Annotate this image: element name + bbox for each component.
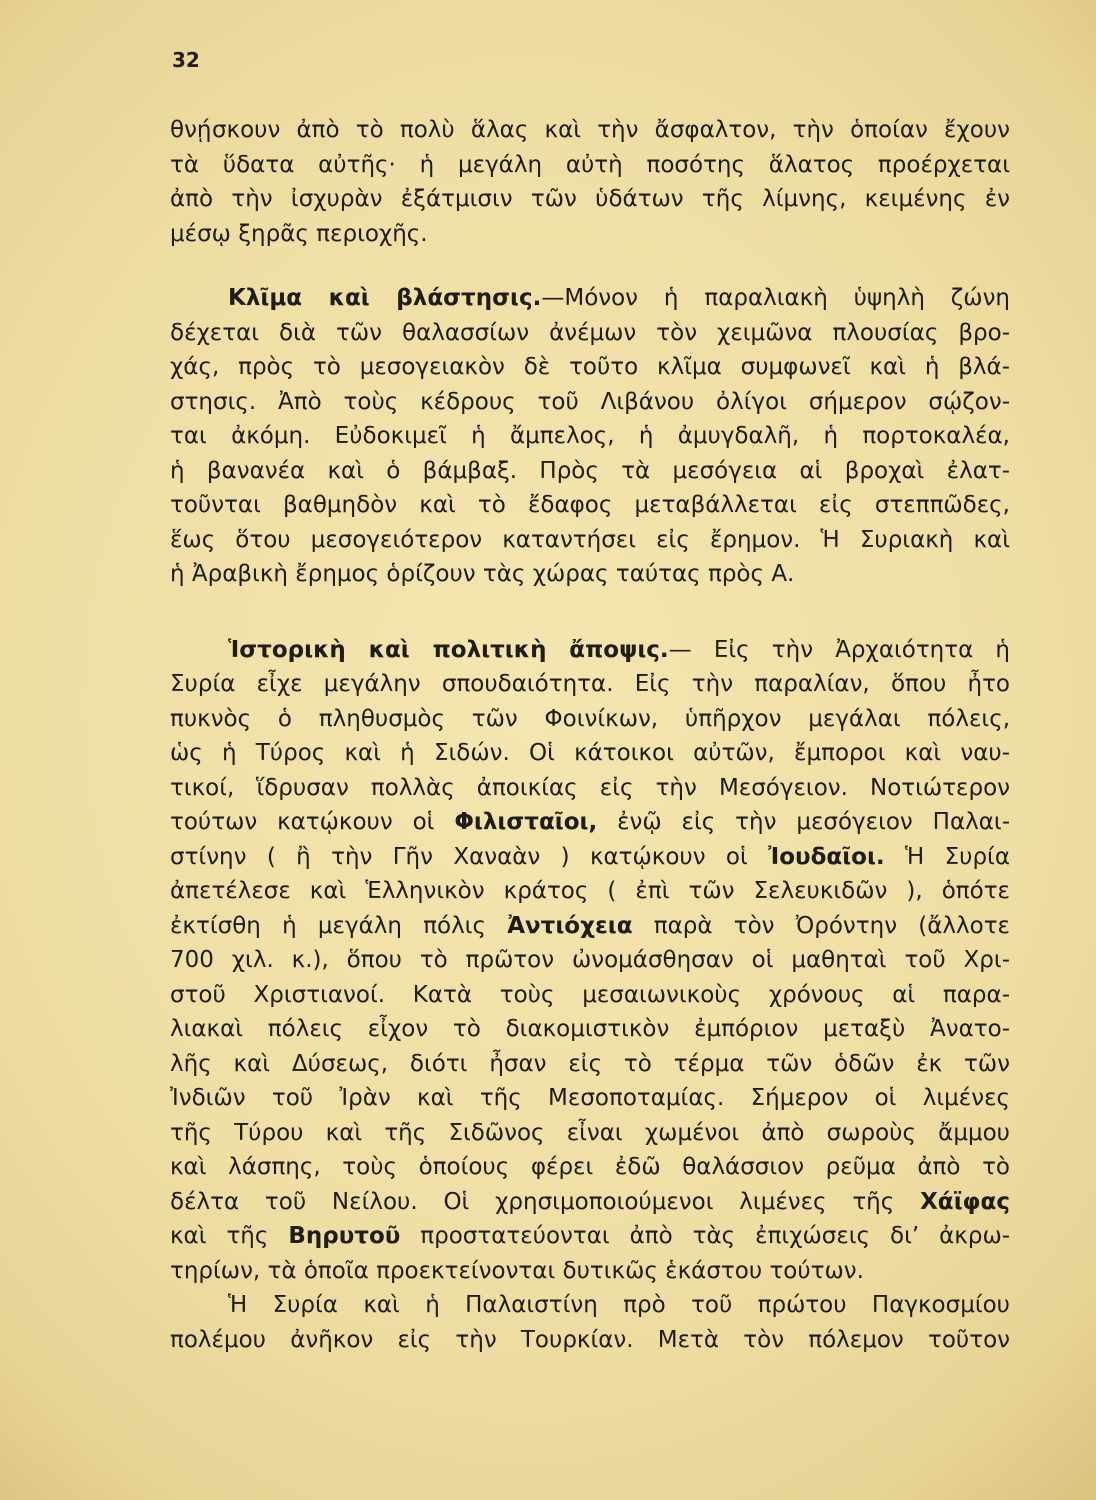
- text-line: ἡ Ἀραβικὴ ἔρημος ὁρίζουν τὰς χώρας ταύτας πρὸς Α.: [170, 561, 795, 587]
- text-line: τὰ ὕδατα αὐτῆς· ἡ μεγάλη αὐτὴ ποσότης ἅλατος προέρχεται: [170, 151, 1010, 178]
- text-line: τικοί, ἵδρυσαν πολλὰς ἀποικίας εἰς τὴν Μεσόγειον. Νοτιώτερον: [170, 774, 1010, 801]
- paragraph-modern-status: [170, 1288, 1010, 1357]
- text-run: προστατεύονται ἀπὸ τὰς ἐπιχώσεις δι’ ἀκρω-: [400, 1223, 1011, 1249]
- paragraph-climate-vegetation: [170, 281, 1010, 592]
- body-text: [170, 113, 1010, 1357]
- text-run: τούτων κατῴκουν οἱ: [170, 809, 455, 835]
- text-line: τῆς Τύρου καὶ τῆς Σιδῶνος εἶναι χωμένοι ἀπὸ σωροὺς ἄμμου: [170, 1119, 1010, 1146]
- text-line: ἕως ὅτου μεσογειότερον καταντήσει εἰς ἔρημον. Ἡ Συριακὴ καὶ: [170, 526, 1010, 553]
- text-run: δέλτα τοῦ Νείλου. Οἱ χρησιμοποιούμενοι λιμένες τῆς: [170, 1188, 921, 1215]
- text-line: στησις. Ἀπὸ τοὺς κέδρους τοῦ Λιβάνου ὀλίγοι σήμερον σῴζον-: [170, 388, 1010, 415]
- text-run: καὶ τῆς: [170, 1223, 289, 1249]
- text-line: τηρίων, τὰ ὁποῖα προεκτείνονται δυτικῶς ἑκάστου τούτων.: [170, 1257, 864, 1284]
- text-line: μέσῳ ξηρᾶς περιοχῆς.: [170, 220, 428, 247]
- text-line: [170, 1185, 1010, 1220]
- paragraph-history-politics: [170, 633, 1010, 1289]
- text-line: ται ἀκόμη. Εὐδοκιμεῖ ἡ ἄμπελος, ἡ ἀμυγδαλῆ, ἡ πορτοκαλέα,: [170, 423, 1010, 449]
- text-line: στοῦ Χριστιανοί. Κατὰ τοὺς μεσαιωνικοὺς χρόνους αἱ παρα-: [170, 981, 1010, 1008]
- text-line: καὶ λάσπης, τοὺς ὁποίους φέρει ἐδῶ θαλάσσιον ρεῦμα ἀπὸ τὸ: [170, 1154, 1010, 1180]
- section-heading: Κλῖμα καὶ βλάστησις.: [228, 285, 542, 311]
- text-line: δέχεται διὰ τῶν θαλασσίων ἀνέμων τὸν χειμῶνα πλουσίας βρο-: [170, 319, 1010, 346]
- bold-term: Ἀντιόχεια: [507, 912, 633, 939]
- text-line: ἀπετέλεσε καὶ Ἑλληνικὸν κράτος ( ἐπὶ τῶν Σελευκιδῶν ), ὁπότε: [170, 878, 1010, 904]
- text-line: Ἡ Συρία καὶ ἡ Παλαιστίνη πρὸ τοῦ πρώτου Παγκοσμίου: [228, 1292, 1010, 1318]
- bold-term: Βηρυτοῦ: [288, 1223, 401, 1249]
- text-run: ἐνῷ εἰς τὴν μεσόγειον Παλαι-: [597, 809, 1010, 835]
- text-line: [170, 805, 1010, 840]
- bold-term: Φιλισταῖοι,: [454, 809, 598, 835]
- text-line: [170, 633, 1010, 668]
- bold-term: Χάϊφας: [920, 1188, 1010, 1215]
- text-line: πολέμου ἀνῆκον εἰς τὴν Τουρκίαν. Μετὰ τὸν πόλεμον τοῦτον: [170, 1326, 1010, 1353]
- text-run: ἐκτίσθη ἡ μεγάλη πόλις: [170, 912, 508, 939]
- text-line: ἀπὸ τὴν ἰσχυρὰν ἐξάτμισιν τῶν ὑδάτων τῆς λίμνης, κειμένης ἐν: [170, 186, 1010, 212]
- text-line: 700 χιλ. κ.), ὅπου τὸ πρῶτον ὠνομάσθησαν οἱ μαθηταὶ τοῦ Χρι-: [170, 947, 1010, 973]
- bold-term: Ἰουδαῖοι.: [768, 843, 885, 870]
- text-line: χάς, πρὸς τὸ μεσογειακὸν δὲ τοῦτο κλῖμα συμφωνεῖ καὶ ἡ βλά-: [170, 354, 1010, 380]
- text-line: [170, 281, 1010, 316]
- text-line: Συρία εἶχε μεγάλην σπουδαιότητα. Εἰς τὴν παραλίαν, ὅπου ἦτο: [170, 671, 1010, 697]
- text-line: λιακαὶ πόλεις εἶχον τὸ διακομιστικὸν ἐμπόριον μεταξὺ Ἀνατο-: [170, 1016, 1010, 1042]
- text-run: στίνην ( ἢ τὴν Γῆν Χαναὰν ) κατῴκουν οἱ: [170, 843, 769, 870]
- text-line: [170, 840, 1010, 875]
- text-line: πυκνὸς ὁ πληθυσμὸς τῶν Φοινίκων, ὑπῆρχον μεγάλαι πόλεις,: [170, 705, 1010, 732]
- text-run: —Μόνον ἡ παραλιακὴ ὑψηλὴ ζώνη: [541, 285, 1010, 311]
- text-run: παρὰ τὸν Ὀρόντην (ἄλλοτε: [632, 912, 1010, 939]
- page-number: 32: [172, 48, 200, 72]
- text-line: [170, 1219, 1010, 1254]
- text-line: Ἰνδιῶν τοῦ Ἰρὰν καὶ τῆς Μεσοποταμίας. Σήμερον οἱ λιμένες: [170, 1085, 1010, 1111]
- section-heading: Ἱστορικὴ καὶ πολιτικὴ ἄποψις.: [228, 636, 669, 663]
- text-run: Ἡ Συρία: [884, 843, 1010, 870]
- text-line: λῆς καὶ Δύσεως, διότι ἦσαν εἰς τὸ τέρμα τῶν ὁδῶν ἐκ τῶν: [170, 1050, 1010, 1077]
- text-line: ὡς ἡ Τύρος καὶ ἡ Σιδών. Οἱ κάτοικοι αὐτῶν, ἔμποροι καὶ ναυ-: [170, 740, 1010, 766]
- text-line: τοῦνται βαθμηδὸν καὶ τὸ ἔδαφος μεταβάλλεται εἰς στεππῶδες,: [170, 492, 1010, 518]
- text-line: [170, 909, 1010, 944]
- paragraph-dead-sea-continuation: [170, 113, 1010, 251]
- text-run: — Εἰς τὴν Ἀρχαιότητα ἡ: [668, 636, 1010, 663]
- text-line: θνῄσκουν ἀπὸ τὸ πολὺ ἅλας καὶ τὴν ἄσφαλτον, τὴν ὁποίαν ἔχουν: [170, 117, 1010, 143]
- text-line: ἡ βανανέα καὶ ὁ βάμβαξ. Πρὸς τὰ μεσόγεια αἱ βροχαὶ ἐλατ-: [170, 457, 1010, 484]
